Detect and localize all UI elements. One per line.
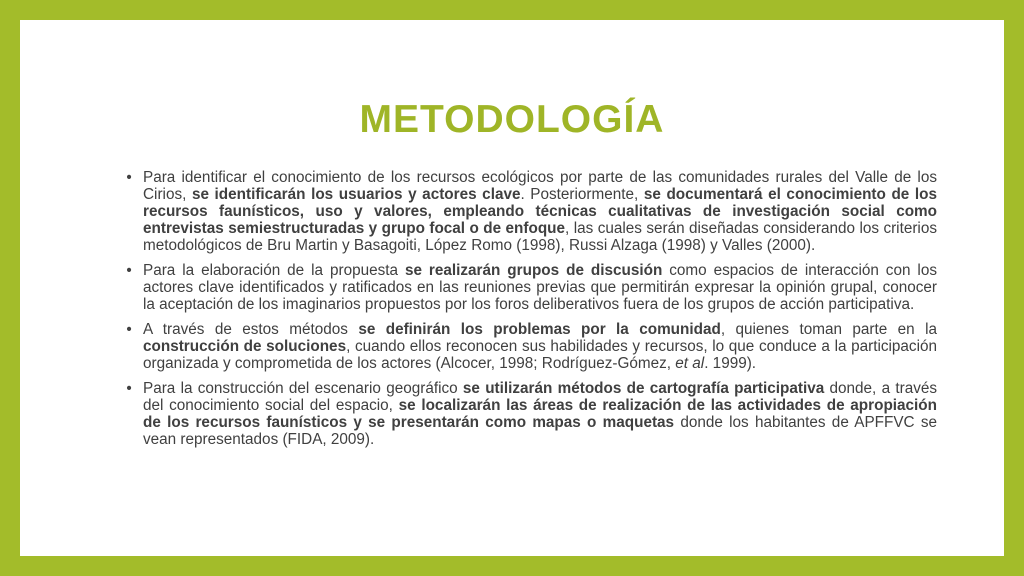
bullet-text: . 1999). [704,355,757,372]
bullet-text: , cuando ellos reconocen sus habilidades y recursos, lo que conduce a la participación organizada y comprometida de los actores (Alcocer, 1998; Rodríguez-Gómez, [143,338,937,372]
bullet-text: , quienes toman parte en la [720,321,938,338]
bullet-item [124,169,937,254]
bullet-text: donde los habitantes de APFFVC se vean representados (FIDA, 2009). [143,414,938,448]
bullet-text-bold: se realizarán grupos de discusión [404,262,663,279]
bullet-text-italic: et al [675,355,705,372]
bullet-item [124,380,937,448]
bullet-text-bold: se documentará el conocimiento de los recursos faunísticos, uso y valores, empleando técnicas cualitativas de investigación social como entrevistas semiestructuradas y grupo focal o de enfoque [143,186,937,237]
bullet-text: Para identificar el conocimiento de los recursos ecológicos por parte de las comunidades rurales del Valle de los Cirios, [143,169,937,203]
bullet-text: Para la elaboración de la propuesta [143,262,405,279]
slide-canvas [20,20,1004,556]
bullet-text: como espacios de interacción con los actores clave identificados y ratificados en las reuniones previas que permitirán expresar la opinión grupal, conocer la aceptación de los imaginarios propuestos por los foros deliberativos fuera de los grupos de acción participativa. [143,262,937,313]
bullet-text: . Posteriormente, [520,186,644,203]
slide-title: METODOLOGÍA [359,98,665,141]
bullet-text-bold: se utilizarán métodos de cartografía participativa [462,380,825,397]
bullet-marker: • [126,321,132,338]
bullet-item [124,262,937,313]
bullet-item [124,321,937,372]
bullet-list [124,169,937,456]
bullet-text-bold: se localizarán las áreas de realización de las actividades de apropiación de los recursos faunísticos y se presentarán como mapas o maquetas [143,397,937,431]
bullet-text-bold: construcción de soluciones [143,338,347,355]
bullet-text: A través de estos métodos [143,321,359,338]
bullet-text: donde, a través del conocimiento social del espacio, [143,380,938,414]
bullet-marker: • [126,169,132,186]
bullet-text-bold: se definirán los problemas por la comunidad [358,321,721,338]
bullet-text: , las cuales serán diseñadas considerando los criterios metodológicos de Bru Martin y Basagoiti, López Romo (1998), Russi Alzaga (1998) y Valles (2000). [143,220,937,254]
bullet-marker: • [126,380,132,397]
bullet-text: Para la construcción del escenario geográfico [143,380,463,397]
bullet-text-bold: se identificarán los usuarios y actores clave [191,186,521,203]
bullet-marker: • [126,262,132,279]
